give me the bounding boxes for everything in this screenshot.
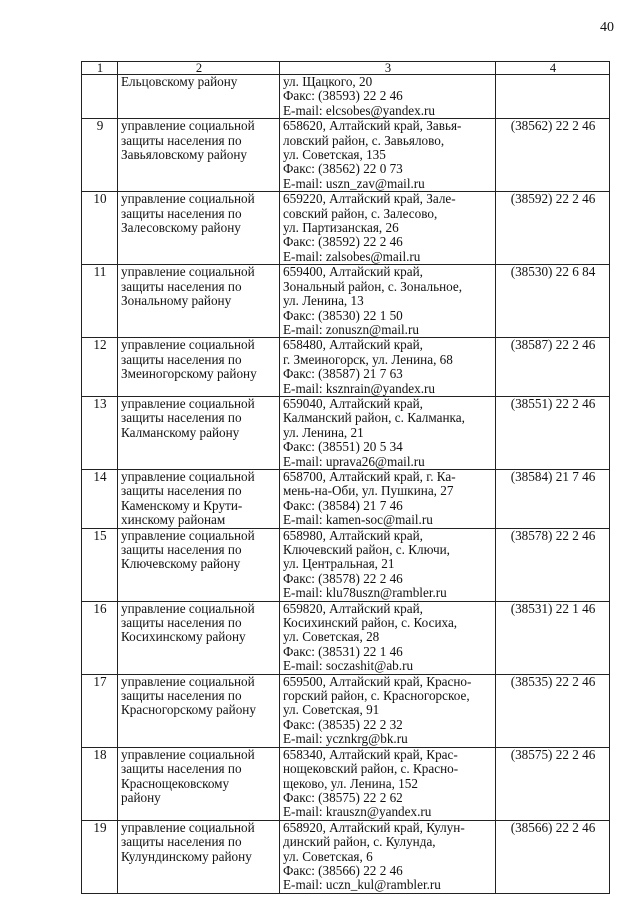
office-name-line: защиты населения по — [121, 615, 242, 631]
office-name-line: защиты населения по — [121, 410, 242, 426]
office-name-cell — [118, 396, 280, 469]
phone-cell: (38551) 22 2 46 — [496, 396, 610, 469]
office-name-line: защиты населения по — [121, 132, 242, 148]
phone-cell: (38566) 22 2 46 — [496, 820, 610, 893]
row-number: 10 — [82, 192, 118, 265]
office-name-line: хинскому районам — [121, 512, 226, 528]
social-protection-offices-table — [81, 61, 610, 894]
address-line: 659040, Алтайский край, — [283, 396, 423, 411]
address-line: E-mail: zalsobes@mail.ru — [283, 248, 421, 264]
table-row — [82, 469, 610, 528]
address-cell — [280, 192, 496, 265]
column-header-4: 4 — [496, 62, 610, 75]
address-line: Зональный район, с. Зональное, — [283, 278, 463, 294]
address-line: E-mail: uczn_kul@rambler.ru — [283, 877, 441, 893]
address-cell — [280, 674, 496, 747]
address-line: Факс: (38530) 22 1 50 — [283, 307, 403, 323]
office-name-line: защиты населения по — [121, 483, 242, 499]
table-row — [82, 747, 610, 820]
phone-cell: (38592) 22 2 46 — [496, 192, 610, 265]
office-name-line: Кулундинскому району — [121, 848, 252, 864]
row-number: 14 — [82, 469, 118, 528]
address-line: Факс: (38551) 20 5 34 — [283, 439, 403, 455]
address-line: Факс: (38566) 22 2 46 — [283, 862, 403, 878]
office-name-line: Зональному району — [121, 293, 232, 309]
address-line: 659500, Алтайский край, Красно- — [283, 674, 472, 689]
address-line: ул. Ленина, 21 — [283, 424, 364, 440]
office-name-line: управление социальной — [121, 264, 255, 280]
office-name-line: Ключевскому району — [121, 556, 241, 572]
phone-cell: (38531) 22 1 46 — [496, 601, 610, 674]
table-row — [82, 192, 610, 265]
table-row — [82, 338, 610, 397]
office-name-line: управление социальной — [121, 601, 255, 616]
address-cell — [280, 75, 496, 119]
address-line: Факс: (38584) 21 7 46 — [283, 497, 403, 513]
table-body — [82, 75, 610, 894]
table-row — [82, 75, 610, 119]
office-name-line: району — [121, 789, 161, 805]
office-name-cell — [118, 747, 280, 820]
phone-cell: (38578) 22 2 46 — [496, 528, 610, 601]
office-name-line: Завьяловскому району — [121, 147, 248, 163]
office-name-cell — [118, 338, 280, 397]
office-name-cell — [118, 192, 280, 265]
office-name-line: защиты населения по — [121, 688, 242, 704]
address-line: горский район, с. Красногорское, — [283, 688, 470, 704]
table-row — [82, 396, 610, 469]
address-line: E-mail: kamen-soc@mail.ru — [283, 512, 433, 528]
address-line: ул. Советская, 28 — [283, 629, 380, 645]
row-number — [82, 75, 118, 119]
address-line: ул. Партизанская, 26 — [283, 220, 399, 236]
address-line: Факс: (38531) 22 1 46 — [283, 643, 403, 659]
table-row — [82, 265, 610, 338]
address-line: Факс: (38575) 22 2 62 — [283, 789, 403, 805]
column-header-3: 3 — [280, 62, 496, 75]
address-line: Факс: (38593) 22 2 46 — [283, 88, 403, 104]
office-name-line: управление социальной — [121, 820, 255, 835]
address-line: E-mail: uprava26@mail.ru — [283, 453, 425, 469]
address-line: Калманский район, с. Калманка, — [283, 410, 465, 426]
address-line: 659820, Алтайский край, — [283, 601, 423, 616]
address-cell — [280, 396, 496, 469]
column-header-2: 2 — [118, 62, 280, 75]
office-name-line: Косихинскому району — [121, 629, 246, 645]
address-line: Ключевский район, с. Ключи, — [283, 542, 450, 557]
phone-cell: (38575) 22 2 46 — [496, 747, 610, 820]
office-name-line: управление социальной — [121, 191, 255, 207]
office-name-line: защиты населения по — [121, 205, 242, 221]
address-line: 658340, Алтайский край, Крас- — [283, 747, 458, 762]
office-name-line: защиты населения по — [121, 761, 242, 777]
page-number: 40 — [600, 20, 614, 35]
office-name-line: управление социальной — [121, 528, 255, 543]
office-name-cell — [118, 528, 280, 601]
address-line: ул. Советская, 6 — [283, 848, 373, 864]
office-name-line: Ельцовскому району — [121, 74, 238, 89]
address-line: ловский район, с. Завьялово, — [283, 132, 445, 148]
row-number: 16 — [82, 601, 118, 674]
phone-cell: (38530) 22 6 84 — [496, 265, 610, 338]
office-name-cell — [118, 265, 280, 338]
phone-cell: (38584) 21 7 46 — [496, 469, 610, 528]
office-name-cell — [118, 674, 280, 747]
phone-cell — [496, 75, 610, 119]
column-number-row — [82, 62, 610, 75]
office-name-line: защиты населения по — [121, 834, 242, 850]
address-cell — [280, 119, 496, 192]
row-number: 11 — [82, 265, 118, 338]
address-line: E-mail: zonuszn@mail.ru — [283, 321, 419, 337]
office-name-line: Краснощековскому — [121, 775, 230, 791]
address-line: нощековский район, с. Красно- — [283, 761, 459, 777]
office-name-line: управление социальной — [121, 337, 255, 353]
table-row — [82, 528, 610, 601]
office-name-line: Калманскому району — [121, 424, 240, 440]
address-line: E-mail: uszn_zav@mail.ru — [283, 175, 425, 191]
office-name-line: Красногорскому району — [121, 702, 256, 718]
row-number: 19 — [82, 820, 118, 893]
table-row — [82, 119, 610, 192]
phone-cell: (38535) 22 2 46 — [496, 674, 610, 747]
address-line: 658920, Алтайский край, Кулун- — [283, 820, 465, 835]
address-cell — [280, 265, 496, 338]
office-name-line: управление социальной — [121, 747, 255, 762]
table-row — [82, 820, 610, 893]
address-line: Факс: (38592) 22 2 46 — [283, 234, 403, 250]
address-line: г. Змеиногорск, ул. Ленина, 68 — [283, 351, 453, 367]
address-line: мень-на-Оби, ул. Пушкина, 27 — [283, 483, 454, 499]
address-line: ул. Советская, 91 — [283, 702, 380, 718]
row-number: 13 — [82, 396, 118, 469]
address-line: щеково, ул. Ленина, 152 — [283, 775, 418, 791]
address-line: ул. Советская, 135 — [283, 147, 386, 163]
office-name-line: защиты населения по — [121, 351, 242, 367]
address-cell — [280, 747, 496, 820]
office-name-line: Залесовскому району — [121, 220, 241, 236]
address-line: E-mail: ycznkrg@bk.ru — [283, 731, 408, 747]
address-line: E-mail: krauszn@yandex.ru — [283, 804, 432, 820]
address-line: E-mail: soczashit@ab.ru — [283, 658, 414, 674]
address-line: Факс: (38578) 22 2 46 — [283, 570, 403, 586]
office-name-line: защиты населения по — [121, 278, 242, 294]
row-number: 9 — [82, 119, 118, 192]
office-name-cell — [118, 469, 280, 528]
address-line: Факс: (38587) 21 7 63 — [283, 366, 403, 382]
address-line: Косихинский район, с. Косиха, — [283, 615, 458, 631]
address-line: 658980, Алтайский край, — [283, 528, 423, 543]
row-number: 18 — [82, 747, 118, 820]
address-cell — [280, 528, 496, 601]
address-line: ул. Центральная, 21 — [283, 556, 395, 572]
address-cell — [280, 469, 496, 528]
office-name-line: управление социальной — [121, 396, 255, 411]
address-line: E-mail: klu78uszn@rambler.ru — [283, 585, 447, 601]
office-name-line: Змеиногорскому району — [121, 366, 257, 382]
address-line: E-mail: ksznrain@yandex.ru — [283, 380, 436, 396]
address-cell — [280, 601, 496, 674]
phone-cell: (38562) 22 2 46 — [496, 119, 610, 192]
address-line: 658700, Алтайский край, г. Ка- — [283, 469, 456, 484]
address-line: ул. Ленина, 13 — [283, 293, 364, 309]
phone-cell: (38587) 22 2 46 — [496, 338, 610, 397]
table-row — [82, 601, 610, 674]
office-name-line: управление социальной — [121, 118, 255, 134]
address-line: 658620, Алтайский край, Завья- — [283, 118, 462, 134]
office-name-line: управление социальной — [121, 469, 255, 484]
address-line: Факс: (38535) 22 2 32 — [283, 716, 403, 732]
office-name-cell — [118, 119, 280, 192]
address-cell — [280, 338, 496, 397]
address-line: 658480, Алтайский край, — [283, 337, 423, 353]
address-line: 659220, Алтайский край, Зале- — [283, 191, 456, 207]
address-line: ул. Щацкого, 20 — [283, 74, 373, 89]
row-number: 17 — [82, 674, 118, 747]
address-line: Факс: (38562) 22 0 73 — [283, 161, 403, 177]
office-name-line: управление социальной — [121, 674, 255, 689]
office-name-line: Каменскому и Крути- — [121, 497, 243, 513]
address-line: E-mail: elcsobes@yandex.ru — [283, 102, 436, 118]
address-line: 659400, Алтайский край, — [283, 264, 423, 280]
office-name-cell — [118, 820, 280, 893]
office-name-cell — [118, 601, 280, 674]
row-number: 15 — [82, 528, 118, 601]
table-row — [82, 674, 610, 747]
office-name-line: защиты населения по — [121, 542, 242, 557]
office-name-cell — [118, 75, 280, 119]
address-line: совский район, с. Залесово, — [283, 205, 438, 221]
row-number: 12 — [82, 338, 118, 397]
address-line: динский район, с. Кулунда, — [283, 834, 436, 850]
column-header-1: 1 — [82, 62, 118, 75]
address-cell — [280, 820, 496, 893]
